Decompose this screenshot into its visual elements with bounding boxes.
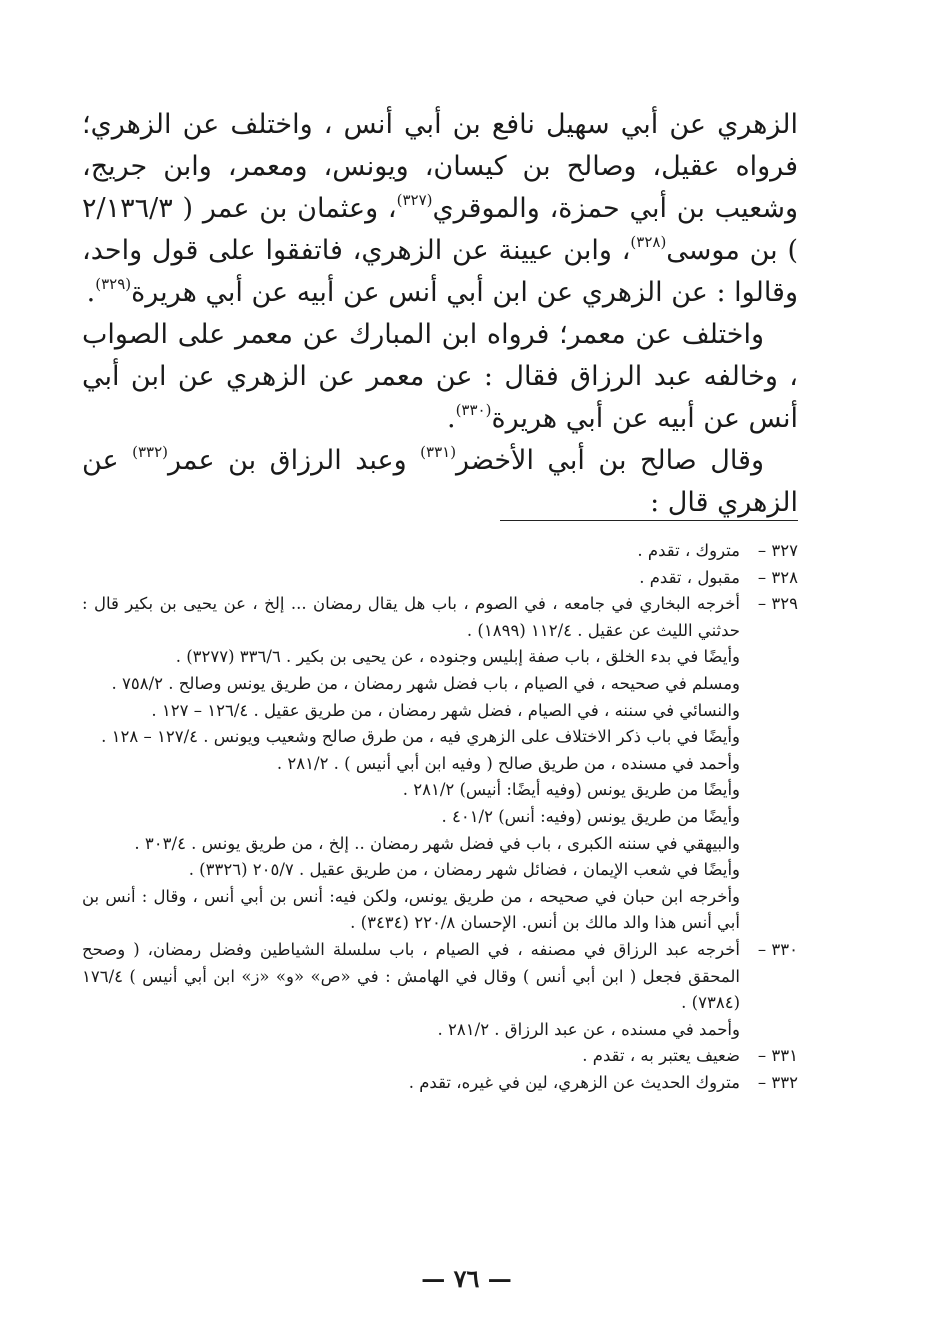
footnote-327 bbox=[82, 538, 798, 565]
footnote-331 bbox=[82, 1043, 798, 1070]
footnote-line: وأخرجه ابن حبان في صحيحه ، من طريق يونس، ولكن فيه: أنس بن أبي أنس ، وقال : أنس بن أبي أنس هذا والد مالك بن أنس. الإحسان ٢٢٠/٨ (٣٤٣٤) . bbox=[82, 886, 740, 933]
footnote-line: وأيضًا من طريق يونس (وفيه: أنس) ٤٠١/٢ . bbox=[441, 806, 740, 826]
footnote-line: وأيضًا في شعب الإيمان ، فضائل شهر رمضان ، من طريق عقيل . ٢٠٥/٧ (٣٣٢٦) . bbox=[188, 860, 740, 880]
footnote-ref-331[interactable]: (٣٣١) bbox=[420, 443, 457, 461]
footnote-ref-332[interactable]: (٣٣٢) bbox=[132, 443, 169, 461]
paragraph-2: واختلف عن معمر؛ فرواه ابن المبارك عن معمر على الصواب ، وخالفه عبد الرزاق فقال : عن معمر عن الزهري عن ابن أبي أنس عن أبيه عن أبي هريرة$^{(٣٣٠)}$. bbox=[82, 319, 798, 434]
footnote-line: وأيضًا في بدء الخلق ، باب صفة إبليس وجنوده ، عن يحيى بن بكير . ٣٣٦/٦ (٣٢٧٧) . bbox=[175, 647, 740, 667]
footnote-line: وأيضًا من طريق يونس (وفيه أيضًا: أنيس) ٢٨١/٢ . bbox=[402, 780, 740, 800]
paragraph-1: الزهري عن أبي سهيل نافع بن أبي أنس ، واختلف عن الزهري؛ فرواه عقيل، وصالح بن كيسان، ويونس، ومعمر، وابن جريج، وشعيب بن أبي حمزة، والموقري$^{(٣٢٧)}$، وعثمان بن عمر ( ٢/١٣٦/٣ ) بن موسى$^{(٣٢٨)}$، وابن عيينة عن الزهري، فاتفقوا على قول واحد، وقالوا : عن الزهري عن ابن أبي أنس عن أبيه عن أبي هريرة$^{(٣٢٩)}$. bbox=[82, 109, 798, 308]
footnote-number: ٣٢٩ – bbox=[757, 594, 798, 614]
footnote-line: مقبول ، تقدم . bbox=[639, 567, 740, 587]
footnote-ref-330[interactable]: (٣٣٠) bbox=[455, 401, 492, 419]
footnote-ref-329[interactable]: (٣٢٩) bbox=[95, 275, 132, 293]
main-text bbox=[82, 104, 798, 524]
footnote-line: متروك الحديث عن الزهري، لين في غيره، تقدم . bbox=[408, 1072, 740, 1092]
footnote-line: والنسائي في سننه ، في الصيام ، فضل شهر رمضان ، من طريق عقيل . ١٢٦/٤ – ١٢٧ . bbox=[151, 700, 740, 720]
footnote-line: ضعيف يعتبر به ، تقدم . bbox=[582, 1046, 740, 1066]
footnote-number: ٣٣٢ – bbox=[757, 1072, 798, 1092]
footnote-329 bbox=[82, 591, 798, 937]
footnotes bbox=[82, 538, 798, 1096]
footnote-328 bbox=[82, 565, 798, 592]
footnote-330 bbox=[82, 937, 798, 1043]
footnote-line: متروك ، تقدم . bbox=[637, 541, 740, 560]
footnote-line: أخرجه عبد الرزاق في مصنفه ، في الصيام ، باب سلسلة الشياطين وفضل رمضان، ( وصحح المحقق فجعل ( ابن أبي أنس ) وقال في الهامش : في «ص» «و» «ز» ابن أبي أنيس ) ١٧٦/٤ (٧٣٨٤) . bbox=[82, 939, 740, 1013]
footnote-332 bbox=[82, 1070, 798, 1097]
footnote-number: ٣٢٨ – bbox=[757, 567, 798, 587]
footnote-line: ومسلم في صحيحه ، في الصيام ، باب فضل شهر رمضان ، من طريق يونس وصالح . ٧٥٨/٢ . bbox=[111, 673, 740, 693]
footnote-number: ٣٣٠ – bbox=[757, 939, 798, 959]
footnote-line: وأيضًا في باب ذكر الاختلاف على الزهري فيه ، من طرق صالح وشعيب ويونس . ١٢٧/٤ – ١٢٨ . bbox=[101, 727, 740, 747]
page-number: — ٧٦ — bbox=[421, 1264, 512, 1293]
footnote-separator bbox=[500, 520, 798, 521]
footnote-line: أخرجه البخاري في جامعه ، في الصوم ، باب هل يقال رمضان ... إلخ ، عن يحيى بن بكير قال : حدثني الليث عن عقيل . ١١٢/٤ (١٨٩٩) . bbox=[82, 594, 740, 640]
footnote-ref-328[interactable]: (٣٢٨) bbox=[630, 233, 667, 251]
footnote-line: وأحمد في مسنده ، عن عبد الرزاق . ٢٨١/٢ . bbox=[437, 1019, 740, 1039]
footnote-number: ٣٢٧ – bbox=[757, 541, 798, 560]
footnote-line: والبيهقي في سننه الكبرى ، باب في فضل شهر رمضان .. إلخ ، من طريق يونس . ٣٠٣/٤ . bbox=[134, 833, 740, 853]
footnote-ref-327[interactable]: (٣٢٧) bbox=[396, 191, 433, 209]
paragraph-3: وقال صالح بن أبي الأخضر$^{(٣٣١)}$ وعبد الرزاق بن عمر$^{(٣٣٢)}$ عن الزهري قال : bbox=[82, 443, 798, 518]
footnote-line: وأحمد في مسنده ، من طريق صالح ( وفيه ابن أبي أنيس ) . ٢٨١/٢ . bbox=[276, 753, 740, 773]
footnote-number: ٣٣١ – bbox=[757, 1046, 798, 1066]
